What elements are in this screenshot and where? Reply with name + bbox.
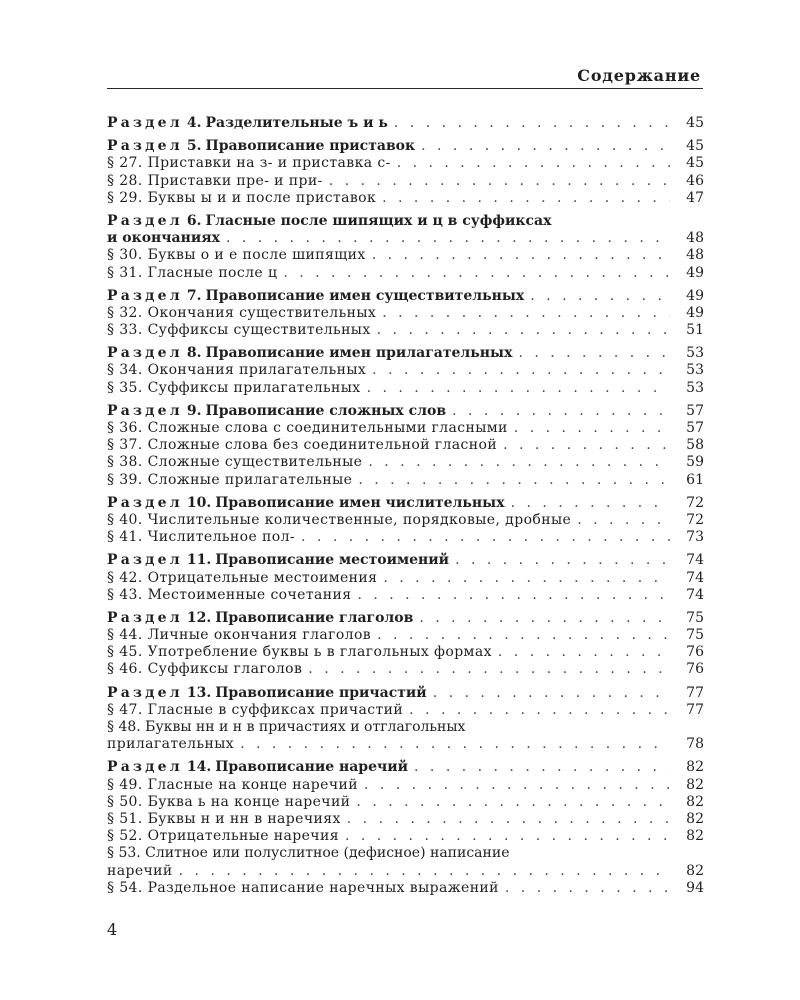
section-title: Правописание глаголов: [215, 609, 414, 626]
subsection-row: [107, 454, 704, 471]
section-number: 5.: [186, 138, 202, 155]
subsection-text: § 30. Буквы о и е после шипящих: [107, 247, 366, 264]
subsection-row: [107, 828, 704, 845]
subsection-page: 82: [686, 793, 704, 810]
section-word: Раздел: [107, 552, 183, 569]
section-number: 10.: [186, 494, 212, 511]
section-page: 75: [686, 609, 704, 626]
section-word: Раздел: [107, 138, 183, 155]
subsection-text: § 51. Буквы н и нн в наречиях: [107, 810, 341, 827]
subsection-page: 78: [686, 736, 704, 753]
section-heading-row: [107, 403, 704, 420]
toc-section: [107, 213, 704, 282]
subsection-text-continued: прилагательных: [107, 736, 235, 753]
section-heading-row: [107, 230, 704, 247]
section-heading: [107, 345, 512, 362]
subsection-page: 74: [686, 586, 704, 603]
dot-leader: [368, 454, 670, 471]
subsection-text: § 47. Гласные в суффиксах причастий: [107, 701, 404, 718]
subsection-text: § 27. Приставки на з- и приставка с-: [107, 155, 391, 172]
subsection-page: 76: [686, 661, 704, 678]
toc-section: [107, 759, 704, 897]
dot-leader: [364, 777, 670, 794]
section-number: 6.: [186, 212, 202, 229]
section-number: 13.: [186, 684, 212, 701]
subsection-row: [107, 777, 704, 794]
subsection-row: [107, 736, 704, 753]
dot-leader: [226, 230, 670, 247]
toc-section: [107, 552, 704, 604]
section-page: 48: [686, 230, 704, 247]
toc-section: [107, 288, 704, 340]
dot-leader: [514, 420, 670, 437]
section-heading: [107, 685, 427, 702]
section-heading: [107, 610, 413, 627]
section-page: 82: [686, 759, 704, 776]
subsection-page: 49: [686, 304, 704, 321]
subsection-row: [107, 644, 704, 661]
section-word: Раздел: [107, 684, 183, 701]
section-word: Раздел: [107, 345, 183, 362]
subsection-page: 48: [686, 247, 704, 264]
subsection-page: 58: [686, 437, 704, 454]
section-heading-row: [107, 115, 704, 132]
subsection-row: [107, 247, 704, 264]
dot-leader: [283, 265, 670, 282]
subsection-text: § 42. Отрицательные местоимения: [107, 569, 378, 586]
subsection-row: [107, 794, 704, 811]
subsection-text: § 31. Гласные после ц: [107, 264, 278, 281]
subsection-page: 61: [686, 471, 704, 488]
section-heading: [107, 288, 524, 305]
section-heading-row: [107, 685, 704, 702]
dot-leader: [367, 380, 670, 397]
section-heading-row: [107, 495, 704, 512]
subsection-page: 82: [686, 828, 704, 845]
subsection-text: § 37. Сложные слова без соединительной гласной: [107, 437, 498, 454]
dot-leader: [308, 661, 670, 678]
subsection-page: 46: [686, 172, 704, 189]
section-heading-row: [107, 759, 704, 776]
subsection-row: [107, 362, 704, 379]
section-page: 72: [686, 494, 704, 511]
section-heading-row: [107, 138, 704, 155]
section-word: Раздел: [107, 402, 183, 419]
section-number: 11.: [186, 552, 212, 569]
dot-leader: [503, 437, 670, 454]
dot-leader: [421, 138, 670, 155]
subsection-row: [107, 512, 704, 529]
dot-leader: [414, 759, 670, 776]
subsection-row: [107, 587, 704, 604]
subsection-page: 49: [686, 264, 704, 281]
section-word: Раздел: [107, 609, 183, 626]
dot-leader: [511, 495, 670, 512]
dot-leader: [240, 736, 670, 753]
dot-leader: [498, 644, 670, 661]
section-title-continued: и окончаниях: [107, 230, 220, 247]
subsection-page: 76: [686, 644, 704, 661]
section-number: 12.: [186, 609, 212, 626]
dot-leader: [357, 587, 670, 604]
subsection-row: [107, 863, 704, 880]
subsection-row: [107, 305, 704, 322]
section-heading: [107, 403, 446, 420]
subsection-page: 73: [686, 529, 704, 546]
subsection-text: § 34. Окончания прилагательных: [107, 362, 367, 379]
subsection-page: 51: [686, 322, 704, 339]
section-number: 9.: [186, 402, 202, 419]
subsection-row: [107, 173, 704, 190]
subsection-text: § 44. Личные окончания глаголов: [107, 627, 372, 644]
dot-leader: [452, 403, 670, 420]
subsection-row: [107, 570, 704, 587]
subsection-page: 77: [686, 701, 704, 718]
section-title: Правописание имен числительных: [215, 494, 505, 511]
section-heading: [107, 759, 408, 776]
dot-leader: [372, 247, 670, 264]
toc-section: [107, 115, 704, 132]
subsection-text: § 38. Сложные существительные: [107, 454, 363, 471]
dot-leader: [372, 362, 670, 379]
section-page: 45: [686, 115, 704, 131]
page-number: 4: [107, 920, 118, 939]
section-page: 57: [686, 402, 704, 419]
subsection-text: § 41. Числительное пол-: [107, 529, 296, 546]
dot-leader: [382, 305, 670, 322]
section-page: 45: [686, 138, 704, 155]
subsection-page: 74: [686, 569, 704, 586]
dot-leader: [505, 880, 670, 897]
dot-leader: [394, 115, 670, 132]
section-page: 77: [686, 684, 704, 701]
subsection-row: [107, 380, 704, 397]
subsection-page: 94: [686, 879, 704, 896]
section-title: Правописание местоимений: [215, 552, 450, 569]
section-title: Правописание сложных слов: [205, 402, 447, 419]
subsection-line: § 48. Буквы нн и н в причастиях и отглагольных: [107, 719, 466, 735]
subsection-text: § 45. Употребление буквы ь в глагольных формах: [107, 644, 492, 661]
subsection-text: § 36. Сложные слова с соединительными гласными: [107, 420, 508, 436]
toc-section: [107, 403, 704, 489]
dot-leader: [301, 529, 670, 546]
section-page: 74: [686, 552, 704, 569]
dot-leader: [356, 794, 670, 811]
subsection-text: § 40. Числительные количественные, порядковые, дробные: [107, 511, 572, 528]
section-heading-row: [107, 288, 704, 305]
subsection-text: § 50. Буква ь на конце наречий: [107, 793, 351, 810]
subsection-text: § 33. Суффиксы существительных: [107, 322, 371, 339]
dot-leader: [530, 288, 670, 305]
subsection-page: 72: [686, 511, 704, 528]
subsection-page: 75: [686, 627, 704, 644]
subsection-row: [107, 472, 704, 489]
subsection-page: 53: [686, 362, 704, 379]
section-word: Раздел: [107, 494, 183, 511]
dot-leader: [433, 685, 670, 702]
section-page: 49: [686, 287, 704, 304]
subsection-page: 59: [686, 454, 704, 471]
section-title: Разделительные ъ и ь: [205, 115, 388, 131]
dot-leader: [347, 811, 670, 828]
section-number: 8.: [186, 345, 202, 362]
dot-leader: [329, 173, 670, 190]
dot-leader: [455, 552, 670, 569]
section-heading-line: [107, 213, 704, 230]
subsection-text: § 28. Приставки пре- и при-: [107, 172, 323, 189]
dot-leader: [383, 570, 670, 587]
dot-leader: [179, 863, 670, 880]
section-title: Правописание наречий: [215, 759, 409, 776]
subsection-page: 47: [686, 189, 704, 206]
section-heading-row: [107, 552, 704, 569]
section-heading-row: [107, 345, 704, 362]
subsection-row: [107, 702, 704, 719]
toc-section: [107, 138, 704, 207]
section-number: 4.: [186, 115, 202, 131]
section-heading: [107, 138, 415, 155]
dot-leader: [409, 702, 670, 719]
subsection-line: § 53. Слитное или полуслитное (дефисное) написание: [107, 845, 510, 862]
subsection-row: [107, 811, 704, 828]
header-title: Содержание: [577, 66, 701, 85]
subsection-row: [107, 420, 704, 437]
subsection-row: [107, 190, 704, 207]
dot-leader: [397, 155, 670, 172]
subsection-text: § 46. Суффиксы глаголов: [107, 661, 303, 678]
dot-leader: [358, 472, 670, 489]
subsection-row: [107, 265, 704, 282]
section-page: 53: [686, 345, 704, 362]
section-title: Правописание имен существительных: [205, 287, 525, 304]
subsection-text: § 52. Отрицательные наречия: [107, 828, 339, 845]
dot-leader: [377, 322, 670, 339]
running-header: [107, 60, 703, 89]
subsection-page: 82: [686, 862, 704, 879]
subsection-text: § 54. Раздельное написание наречных выражений: [107, 879, 499, 896]
subsection-text: § 39. Сложные прилагательные: [107, 471, 353, 488]
subsection-page: 82: [686, 776, 704, 793]
subsection-text: § 32. Окончания существительных: [107, 304, 377, 321]
section-heading: [107, 552, 449, 569]
dot-leader: [345, 828, 670, 845]
section-heading-row: [107, 610, 704, 627]
subsection-page: 82: [686, 810, 704, 827]
dot-leader: [382, 190, 670, 207]
section-title: Правописание причастий: [215, 684, 427, 701]
toc-section: [107, 610, 704, 679]
dot-leader: [577, 512, 670, 529]
subsection-row: [107, 529, 704, 546]
section-title: Правописание приставок: [205, 138, 416, 155]
dot-leader: [419, 610, 670, 627]
dot-leader: [518, 345, 670, 362]
subsection-row: [107, 155, 704, 172]
subsection-row: [107, 880, 704, 897]
toc-section: [107, 495, 704, 547]
subsection-row: [107, 322, 704, 339]
section-heading: [107, 115, 388, 132]
subsection-text: § 29. Буквы ы и и после приставок: [107, 189, 377, 206]
toc-section: [107, 345, 704, 397]
table-of-contents: [107, 115, 704, 903]
section-word: Раздел: [107, 212, 183, 229]
subsection-text: § 49. Гласные на конце наречий: [107, 776, 358, 793]
section-word: Раздел: [107, 759, 183, 776]
section-heading: [107, 495, 505, 512]
dot-leader: [377, 627, 670, 644]
subsection-page: 53: [686, 379, 704, 396]
subsection-row: [107, 661, 704, 678]
subsection-row: [107, 627, 704, 644]
section-number: 7.: [186, 287, 202, 304]
subsection-page: 45: [686, 155, 704, 172]
section-title: Гласные после шипящих и ц в суффиксах: [205, 212, 552, 229]
section-word: Раздел: [107, 115, 183, 131]
toc-section: [107, 685, 704, 754]
section-word: Раздел: [107, 287, 183, 304]
section-title: Правописание имен прилагательных: [205, 345, 513, 362]
subsection-text-continued: наречий: [107, 862, 173, 879]
subsection-text: § 43. Местоименные сочетания: [107, 586, 352, 603]
subsection-row: [107, 437, 704, 454]
subsection-page: 57: [686, 420, 704, 436]
section-number: 14.: [186, 759, 212, 776]
subsection-text: § 35. Суффиксы прилагательных: [107, 379, 361, 396]
